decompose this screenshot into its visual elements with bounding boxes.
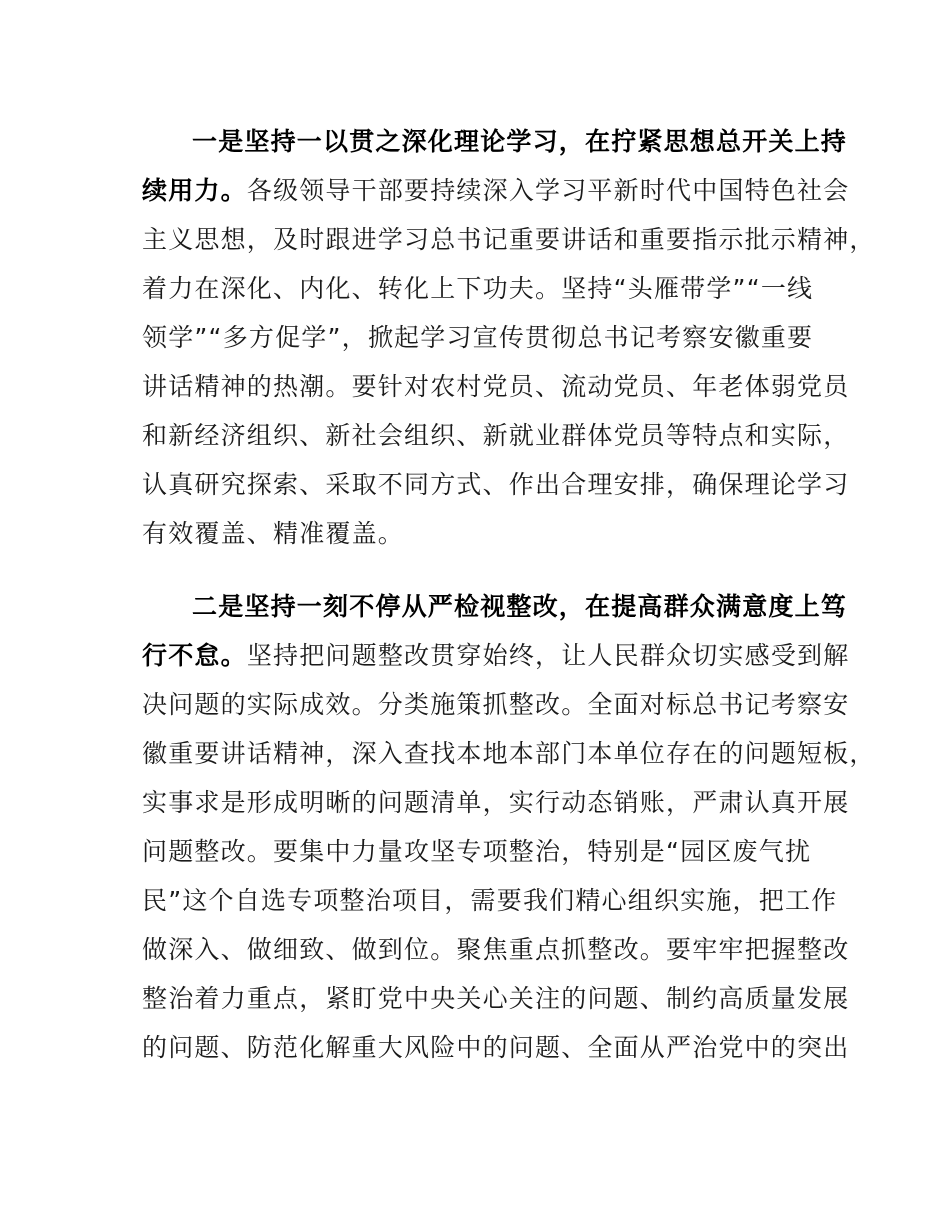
paragraph-1-line-7: 和新经济组织、新社会组织、新就业群体党员等特点和实际， — [142, 421, 850, 450]
paragraph-2-line-9: 整治着力重点，紧盯党中央关心关注的问题、制约高质量发展 — [142, 984, 850, 1013]
paragraph-1-line-6: 讲话精神的热潮。要针对农村党员、流动党员、年老体弱党员 — [142, 372, 850, 401]
paragraph-1-line-4: 着力在深化、内化、转化上下功夫。坚持“头雁带学”“一线 — [142, 274, 814, 303]
paragraph-2-line-2 — [142, 632, 850, 680]
paragraph-2-line-10: 的问题、防范化解重大风险中的问题、全面从严治党中的突出 — [142, 1033, 850, 1062]
paragraph-1-line-3: 主义思想，及时跟进学习总书记重要讲话和重要指示批示精神， — [142, 225, 876, 254]
paragraph-1-text: 各级领导干部要持续深入学习平新时代中国特色社会 — [246, 176, 850, 205]
paragraph-2-heading: 二是坚持一刻不停从严检视整改，在提高群众满意度上笃 — [192, 592, 848, 621]
paragraph-1-line-9: 有效覆盖、精准覆盖。 — [142, 519, 405, 548]
paragraph-2-line-7: 民”这个自选专项整治项目，需要我们精心组织实施，把工作 — [142, 886, 838, 915]
paragraph-2-text: 坚持把问题整改贯穿始终，让人民群众切实感受到解 — [246, 641, 850, 670]
paragraph-2-line-6: 问题整改。要集中力量攻坚专项整治，特别是“园区废气扰 — [142, 837, 812, 866]
paragraph-1-heading: 一是坚持一以贯之深化理论学习，在拧紧思想总开关上持 — [192, 127, 848, 156]
paragraph-1-heading-end: 续用力。 — [142, 176, 247, 205]
paragraph-1-line-8: 认真研究探索、采取不同方式、作出合理安排，确保理论学习 — [142, 470, 850, 499]
paragraph-2-line-5: 实事求是形成明晰的问题清单，实行动态销账，严肃认真开展 — [142, 788, 850, 817]
paragraph-2-line-1 — [192, 583, 892, 631]
paragraph-2-line-4: 徽重要讲话精神，深入查找本地本部门本单位存在的问题短板， — [142, 739, 876, 768]
paragraph-1-line-1 — [192, 118, 892, 166]
paragraph-2-line-8: 做深入、做细致、做到位。聚焦重点抓整改。要牢牢把握整改 — [142, 935, 850, 964]
paragraph-1-line-5: 领学”“多方促学”，掀起学习宣传贯彻总书记考察安徽重要 — [142, 323, 814, 352]
paragraph-1-line-2 — [142, 167, 850, 215]
paragraph-2-line-3: 决问题的实际成效。分类施策抓整改。全面对标总书记考察安 — [142, 690, 850, 719]
paragraph-2-heading-end: 行不怠。 — [142, 641, 247, 670]
